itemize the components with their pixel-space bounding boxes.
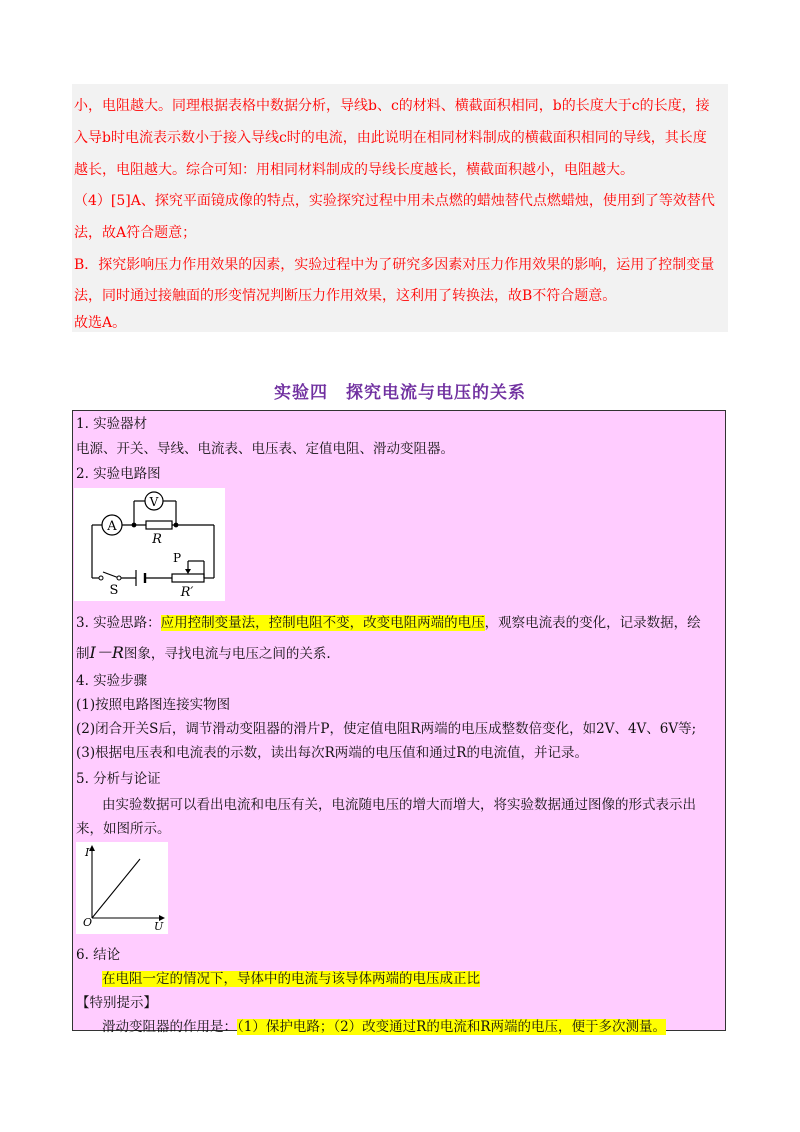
section-title: 实验四 探究电流与电压的关系 [274, 383, 526, 403]
answer-line-2: 入导b时电流表示数小于接入导线c时的电流，由此说明在相同材料制成的横截面积相同的导线，其长度 [74, 130, 707, 146]
answer-line-7: 法，同时通过接触面的形变情况判断压力作用效果，这利用了转换法，故B不符合题意。 [74, 288, 617, 304]
y-axis-arrow [89, 845, 95, 851]
switch-contact [99, 576, 103, 580]
slider-label: P [172, 551, 182, 565]
approach-label: 3. 实验思路： [76, 615, 161, 631]
ammeter-label: A [107, 519, 117, 534]
switch-blade [103, 572, 119, 578]
tip-pre: 滑动变阻器的作用是： [102, 1019, 237, 1035]
conclusion-highlight: 在电阻一定的情况下，导体中的电流与该导体两端的电压成正比 [102, 971, 480, 987]
analysis-heading: 5. 分析与论证 [76, 771, 161, 787]
rheostat-label: R′ [180, 585, 194, 600]
answer-line-5: 法，故A符合题意； [74, 225, 197, 241]
equipment-heading: 1. 实验器材 [76, 416, 148, 432]
answer-line-4: （4）[5]A、探究平面镜成像的特点，实验探究过程中用未点燃的蜡烛替代点燃蜡烛，使用到了等效替代 [74, 193, 715, 209]
y-axis-label: I [85, 846, 90, 859]
answer-line-8: 故选A。 [74, 315, 127, 331]
current-voltage-graph [76, 842, 168, 934]
approach-highlight: 应用控制变量法，控制电阻不变，改变电阻两端的电压 [160, 615, 485, 631]
approach-line2-pre: 制 [76, 646, 90, 662]
switch-contact [117, 576, 121, 580]
answer-line-1: 小，电阻越大。同理根据表格中数据分析，导线b、c的材料、横截面积相同，b的长度大于c的长度，接 [74, 98, 710, 114]
junction-dot [132, 523, 137, 528]
proportional-line [92, 859, 140, 918]
rheostat-symbol [172, 574, 204, 582]
step-3: (3)根据电压表和电流表的示数，读出每次R两端的电压值和通过R的电流值，并记录。 [76, 745, 588, 761]
conclusion-line [102, 969, 480, 989]
x-axis-label: U [154, 920, 164, 933]
origin-label: O [83, 916, 93, 929]
approach-rest: ，观察电流表的变化，记录数据，绘 [484, 615, 701, 631]
approach-line2-post: 图象，寻找电流与电压之间的关系. [123, 646, 331, 662]
resistor-symbol [146, 521, 172, 529]
analysis-body-2: 来，如图所示。 [76, 821, 171, 837]
conclusion-heading: 6. 结论 [76, 947, 121, 963]
voltmeter-label: V [149, 495, 159, 509]
equipment-list: 电源、开关、导线、电流表、电压表、定值电阻、滑动变阻器。 [76, 441, 454, 457]
circuit-heading: 2. 实验电路图 [76, 466, 161, 482]
junction-dot [174, 523, 179, 528]
switch-label: S [109, 583, 119, 598]
approach-line-1 [76, 613, 701, 633]
answer-line-3: 越长，电阻越大。综合可知：用相同材料制成的导线长度越长，横截面积越小，电阻越大。 [74, 162, 634, 178]
answer-line-6: B．探究影响压力作用效果的因素，实验过程中为了研究多因素对压力作用效果的影响，运用了控制变量 [74, 257, 715, 273]
slider-arrowhead [185, 569, 191, 574]
tip-highlight: （1）保护电路；（2）改变通过R的电流和R两端的电压，便于多次测量。 [237, 1019, 667, 1035]
approach-line-2 [76, 643, 331, 664]
resistor-label: R [152, 532, 162, 547]
tip-line [102, 1017, 666, 1037]
circuit-diagram-svg [74, 488, 225, 601]
approach-formula: I－R [89, 643, 124, 662]
analysis-body-1: 由实验数据可以看出电流和电压有关，电流随电压的增大而增大，将实验数据通过图像的形式表示出 [102, 797, 696, 813]
circuit-diagram [74, 488, 225, 601]
step-2: (2)闭合开关S后，调节滑动变阻器的滑片P，使定值电阻R两端的电压成整数倍变化，如2V、4V、6V等; [76, 721, 697, 737]
steps-heading: 4. 实验步骤 [76, 673, 148, 689]
step-1: (1)按照电路图连接实物图 [76, 697, 231, 713]
tip-heading: 【特别提示】 [76, 995, 157, 1011]
graph-svg [76, 842, 168, 934]
